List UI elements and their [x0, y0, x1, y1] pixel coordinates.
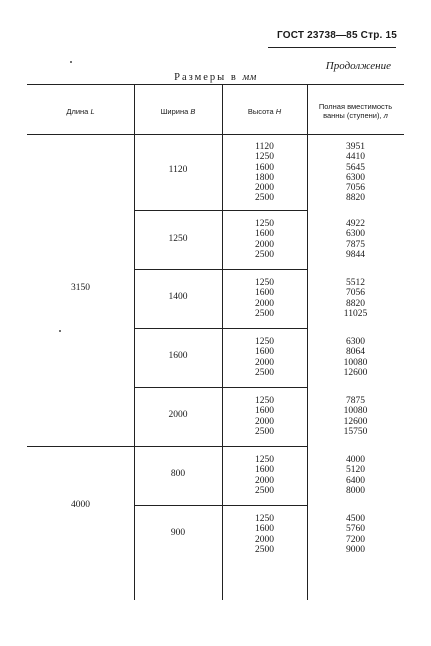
column-header-length: [27, 92, 134, 130]
row-divider: [134, 269, 307, 270]
capacity-value: 6300: [346, 229, 365, 240]
capacity-value: 15750: [343, 426, 368, 437]
scan-speck: [59, 330, 61, 332]
capacity-value: 9844: [346, 249, 365, 260]
width-value: 1120: [168, 165, 188, 175]
row-divider: [134, 328, 307, 329]
header-rule: [268, 47, 396, 48]
capacity-value: 6300: [346, 172, 365, 183]
height-value: 1250: [255, 152, 274, 163]
capacity-value: 10080: [343, 406, 368, 417]
height-value: 2500: [255, 367, 274, 378]
height-value: 1600: [255, 162, 274, 173]
height-value: 1600: [255, 524, 274, 535]
column-header-capacity-unit: л: [383, 111, 388, 120]
height-value: 2500: [255, 308, 274, 319]
height-value: 1250: [255, 396, 274, 406]
height-value: 2000: [255, 357, 274, 368]
height-list: [222, 337, 307, 378]
page-header: ГОСТ 23738—85 Стр. 15: [277, 30, 397, 41]
height-value: 2500: [255, 485, 274, 496]
column-header-capacity: [307, 92, 404, 130]
height-list: [222, 455, 307, 496]
capacity-list: [307, 219, 404, 260]
capacity-value: 12600: [343, 416, 368, 427]
capacity-value: 10080: [343, 357, 368, 368]
height-value: 1250: [255, 514, 274, 524]
column-divider: [134, 84, 135, 600]
length-value: 4000: [71, 500, 90, 510]
capacity-list: [307, 337, 404, 378]
width-value: 1250: [168, 234, 188, 244]
continuation-label: Продолжение: [325, 60, 391, 72]
height-value: 1600: [255, 347, 274, 358]
capacity-value: 4000: [346, 455, 365, 465]
height-value: 2500: [255, 426, 274, 437]
height-list: [222, 514, 307, 555]
height-list: [222, 219, 307, 260]
capacity-list: [307, 142, 404, 204]
height-list: [222, 278, 307, 319]
capacity-value: 7056: [346, 183, 365, 194]
capacity-value: 7056: [346, 288, 365, 299]
capacity-value: 4410: [346, 152, 365, 163]
length-value: 3150: [71, 283, 90, 293]
capacity-value: 5645: [346, 162, 365, 173]
capacity-value: 8000: [346, 485, 365, 496]
capacity-list: [307, 455, 404, 496]
capacity-value: 4500: [346, 514, 365, 524]
row-divider: [134, 505, 307, 506]
height-value: 1120: [255, 142, 274, 152]
height-value: 1250: [255, 219, 274, 229]
column-header-width-symbol: B: [190, 106, 196, 116]
height-list: [222, 142, 307, 204]
capacity-value: 7875: [346, 239, 365, 250]
column-header-capacity-line2: ванны (ступени),: [323, 111, 382, 120]
height-value: 2000: [255, 475, 274, 486]
height-list: [222, 396, 307, 437]
width-value: 2000: [168, 410, 188, 420]
column-header-height-symbol: H: [275, 106, 282, 116]
capacity-list: [307, 514, 404, 555]
height-value: 1800: [255, 172, 274, 183]
height-value: 2000: [255, 298, 274, 309]
height-value: 1600: [255, 288, 274, 299]
capacity-value: 6300: [346, 337, 365, 347]
height-value: 1600: [255, 229, 274, 240]
capacity-value: 3951: [346, 142, 365, 152]
column-header-width: [134, 92, 222, 130]
height-value: 1250: [255, 337, 274, 347]
column-header-height-text: Высота: [247, 106, 274, 116]
column-header-length-symbol: L: [90, 106, 95, 116]
column-header-length-text: Длина: [66, 106, 89, 116]
height-value: 1250: [255, 278, 274, 288]
capacity-value: 8820: [346, 193, 365, 204]
dimensions-caption: [0, 72, 431, 83]
caption-unit: мм: [242, 72, 257, 83]
height-value: 2000: [255, 534, 274, 545]
table-header-rule: [27, 134, 404, 135]
height-value: 2500: [255, 193, 274, 204]
capacity-value: 8820: [346, 298, 365, 309]
height-value: 1250: [255, 455, 274, 465]
scan-speck: [70, 61, 72, 63]
column-header-height: [222, 92, 307, 130]
column-header-width-text: Ширина: [160, 106, 189, 116]
height-value: 2000: [255, 416, 274, 427]
caption-label: Размеры в: [174, 72, 238, 83]
width-value: 1600: [168, 351, 188, 361]
capacity-value: 12600: [343, 367, 368, 378]
capacity-value: 7875: [346, 396, 365, 406]
capacity-value: 7200: [346, 534, 365, 545]
capacity-value: 4922: [346, 219, 365, 229]
height-value: 1600: [255, 465, 274, 476]
row-divider: [134, 210, 307, 211]
width-value: 1400: [168, 292, 188, 302]
capacity-value: 6400: [346, 475, 365, 486]
width-value: 900: [170, 528, 186, 538]
capacity-value: 9000: [346, 544, 365, 555]
height-value: 2000: [255, 239, 274, 250]
width-value: 800: [170, 469, 186, 479]
capacity-value: 8064: [346, 347, 365, 358]
capacity-list: [307, 396, 404, 437]
table-top-rule: [27, 84, 404, 85]
capacity-value: 5512: [346, 278, 365, 288]
capacity-value: 5760: [346, 524, 365, 535]
height-value: 2500: [255, 249, 274, 260]
capacity-list: [307, 278, 404, 319]
height-value: 2500: [255, 544, 274, 555]
capacity-value: 5120: [346, 465, 365, 476]
row-divider: [134, 387, 307, 388]
column-header-capacity-line1: Полная вместимость: [318, 102, 393, 111]
height-value: 1600: [255, 406, 274, 417]
height-value: 2000: [255, 183, 274, 194]
capacity-value: 11025: [343, 308, 368, 319]
row-divider: [27, 446, 307, 447]
